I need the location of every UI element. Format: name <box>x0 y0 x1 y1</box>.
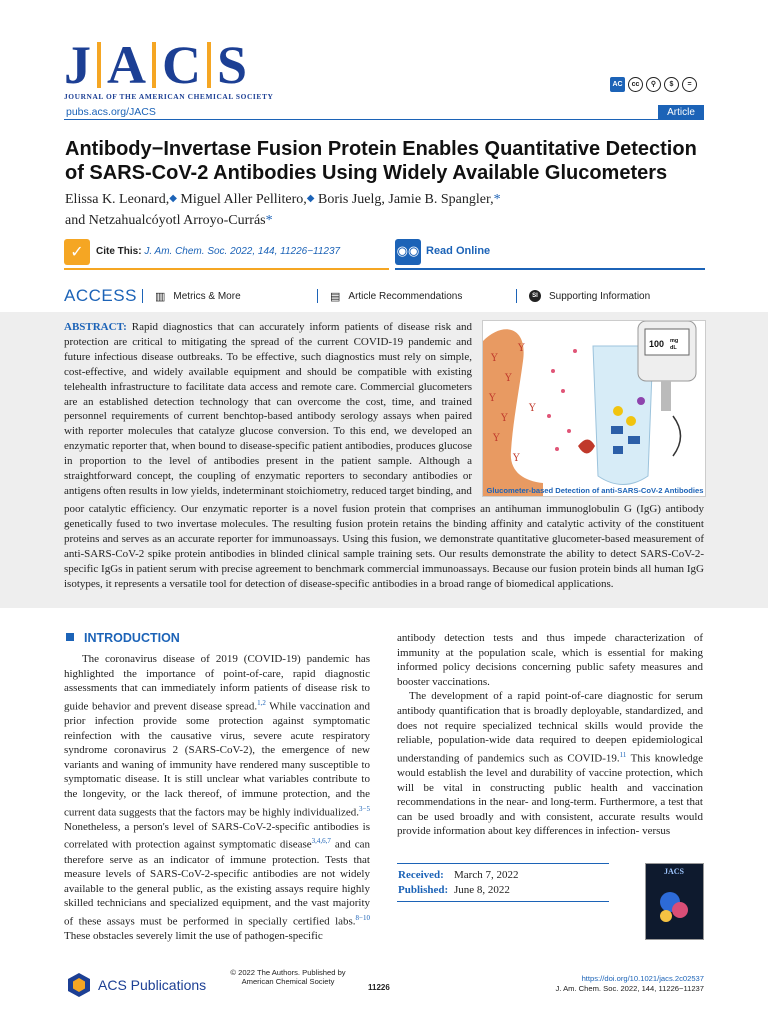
doi-link[interactable]: https://doi.org/10.1021/jacs.2c02537 <box>581 974 704 983</box>
glasses-icon: ◉◉ <box>395 239 421 265</box>
si-icon: SI <box>529 290 541 302</box>
text-run: While vaccination and prior infection provide some protection against symptomatic reinfection with the causative virus, severe acute respiratory syndrome coronavirus 2 (SARS-CoV-2), the emergence of new variants and waning of immunity have rendered many susceptible to symptomatic disease. It is still unclear what variables contribute to the longevity, or the lack thereof, of immune protection, and the current data suggests that the factors may be highly individualized. <box>64 700 370 819</box>
text-run: This knowledge would establish the level and durability of vaccine protection, which will be vital in constructing public health and vaccination recommendations in the near- and long-term. Furthermore, a test that can be used broadly and with consistent, accurate results would provide information about key differences in infection- versus <box>397 752 703 838</box>
received-date: March 7, 2022 <box>454 869 519 881</box>
supporting-info-label: Supporting Information <box>549 290 651 302</box>
logo-divider <box>97 42 101 88</box>
cc-icon[interactable]: cc <box>628 77 643 92</box>
text-run: The development of a rapid point-of-care diagnostic for serum antibody quantification that is broadly deployable, standardized, and does not require specialized technical skills would provide the reliable, population-wide data required to deepen epidemiological understanding of pandemics such as COVID-19. <box>397 690 703 765</box>
author-list <box>65 188 705 231</box>
recommendations-label: Article Recommendations <box>348 290 463 302</box>
corresponding-author-mark: * <box>265 213 273 228</box>
abstract-body-top: Rapid diagnostics that can accurately inform patients of disease risk and protection are critical to mitigating the spread of the current COVID-19 pandemic and future infectious disease outbreaks. To be effective, such diagnostics must rely on simple, cost-effective, and widely available equipment and should be compatible with existing telehealth infrastructure to facilitate data access and remote care. Commercial glucometers are an established detection technology that can overcome the cost, time, and trained personnel requirements of current benchtop-based antibody serology assays when paired with reporter molecules that catalyze glucose conversion. To this end, we developed an enzymatic reporter that, when bound to disease-specific patient antibodies, produces glucose in proportion to the level of antibodies present in the patient sample. Although a straightforward concept, the coupling of enzymatic reporters to secondary antibodies or antigens often results in low yields, indeterminant stoichiometry, reduced target binding, and <box>64 321 473 497</box>
square-bullet-icon <box>66 633 74 641</box>
ac-icon[interactable]: AC <box>610 77 625 92</box>
access-label: ACCESS <box>64 286 137 305</box>
citation-ref[interactable]: 8−10 <box>355 914 370 923</box>
cite-this[interactable] <box>96 246 340 257</box>
logo-divider <box>152 42 156 88</box>
equal-contribution-mark: ◆ <box>169 193 177 204</box>
corresponding-author-mark: * <box>493 192 501 207</box>
logo-letter-j: J <box>64 35 91 95</box>
citation-ref[interactable]: 1,2 <box>257 698 266 707</box>
author-name[interactable]: Miguel Aller Pellitero, <box>180 192 307 207</box>
section-heading <box>66 631 180 645</box>
divider <box>142 289 143 303</box>
read-online-link[interactable]: Read Online <box>426 245 491 257</box>
logo-letter-s: S <box>217 35 248 95</box>
intro-paragraph: antibody detection tests and thus impede characterization of immunity at the population scale, which is essential for making informed policy decisions concerning public safety measures and booster vaccinations. <box>397 632 703 688</box>
toc-graphic[interactable] <box>482 320 706 497</box>
text-run: These obstacles severely limit the use of pathogen-specific <box>64 930 323 943</box>
nc-icon[interactable]: $ <box>664 77 679 92</box>
acs-publications-logo[interactable] <box>66 972 206 998</box>
cover-art <box>646 864 703 939</box>
text-run: and can therefore serve as an indicator of immune protection. Tests that measure levels of SARS-CoV-2-specific antibodies are not widely available to the general public, as the existing assays require highly skilled technicians and specialized equipment, and the vast majority of these assays must be performed in specially certified labs. <box>64 839 370 928</box>
article-type-tab: Article <box>658 105 704 120</box>
dates-rule <box>397 863 609 864</box>
intro-left-column <box>64 652 370 944</box>
license-badges <box>610 77 697 92</box>
publisher-name: ACS Publications <box>98 977 207 993</box>
journal-url[interactable]: pubs.acs.org/JACS <box>66 106 156 118</box>
intro-right-column <box>397 631 703 839</box>
text-run: The coronavirus disease of 2019 (COVID-19) pandemic has highlighted the importance of point-of-care, rapid diagnostic assessments that can immediately inform patients of disease risk to guide behavior and prevent disease spread. <box>64 653 371 713</box>
divider <box>516 289 517 303</box>
svg-text:Y: Y <box>491 353 498 364</box>
author-name[interactable]: Boris Juelg, Jamie B. Spangler, <box>317 192 494 207</box>
metrics-link[interactable] <box>155 290 305 303</box>
intro-paragraph: ​ The coronavirus disease of 2019 (COVID-19) pandemic has highlighted the importance of point-of-care, rapid diagnostic assessments that can immediately inform patients of disease risk to guide behavior and prevent disease spread.$^{1,2}$ While vaccination and prior infection provide some protection against symptomatic reinfection with the causative virus, severe acute respiratory syndrome coronavirus 2 (SARS-CoV-2), the emergence of new variants and waning of immunity have rendered many susceptible to symptomatic disease. It is still unclear what variables contribute to the longevity, or the lack thereof, of immune protection, and the current data suggests that the factors may be highly individualized.$^{3-5}$ Nonetheless, a person's level of SARS-CoV-2-specific antibodies is correlated with protection against symptomatic disease$^{3,4,6,7}$ and can therefore serve as an indicator of immune protection. Tests that measure levels of SARS-CoV-2-specific antibodies are not widely available to the general public, as the existing assays require highly skilled technicians and specialized equipment, and the vast majority of these assays must be performed in specially certified labs.$^{8-10}$ These obstacles severely limit the use of pathogen-specific <box>64 653 371 943</box>
meter-unit-bottom: dL <box>670 345 677 351</box>
journal-cover-thumbnail[interactable] <box>645 863 704 940</box>
citation-ref[interactable]: 3−5 <box>359 804 370 813</box>
intro-paragraph <box>397 689 703 839</box>
svg-text:Y: Y <box>493 433 500 444</box>
logo-letter-a: A <box>107 35 146 95</box>
cover-title: JACS <box>663 867 685 876</box>
abstract-label: ABSTRACT: <box>64 321 127 333</box>
metrics-label: Metrics & More <box>173 290 241 302</box>
svg-text:Y: Y <box>501 413 508 424</box>
journal-logo[interactable] <box>64 35 314 112</box>
author-name[interactable]: Elissa K. Leonard, <box>65 192 170 207</box>
citation-ref[interactable]: 3,4,6,7 <box>311 837 331 846</box>
meter-reading: 100 <box>649 339 665 349</box>
test-strip <box>661 381 671 411</box>
received-label: Received: <box>398 869 444 881</box>
svg-text:Y: Y <box>505 373 512 384</box>
equal-contribution-mark: ◆ <box>306 193 315 204</box>
logo-divider <box>207 42 211 88</box>
logo-letter-c: C <box>162 35 201 95</box>
abstract-text <box>64 320 472 499</box>
access-bar <box>64 283 704 309</box>
supporting-info-link[interactable] <box>529 290 650 302</box>
dates-rule <box>397 901 609 902</box>
divider <box>317 289 318 303</box>
cite-label: Cite This: <box>96 246 142 257</box>
document-icon: ▤ <box>330 290 341 303</box>
svg-text:Y: Y <box>529 403 536 414</box>
footer-citation: J. Am. Chem. Soc. 2022, 144, 11226−11237 <box>555 983 704 993</box>
published-date: June 8, 2022 <box>454 884 510 896</box>
bar-chart-icon: ▥ <box>155 290 166 303</box>
author-name[interactable]: and Netzahualcóyotl Arroyo-Currás <box>65 213 266 228</box>
doi-block <box>540 974 704 993</box>
acs-hexagon-icon <box>66 972 92 998</box>
by-icon[interactable]: ⚲ <box>646 77 661 92</box>
toc-illustration <box>483 321 705 496</box>
page-number: 11226 <box>368 983 390 992</box>
header-rule <box>64 119 704 120</box>
abstract-body-bottom: poor catalytic efficiency. Our enzymatic reporter is a novel fusion protein that comprises an antihuman immunoglobulin G (IgG) antibody genetically fused to two invertase molecules. The resulting fusion protein retains the binding affinity and catalytic activity of the constituent proteins and serves as an accurate reporter for immunoassays. Using this fusion, we demonstrate quantitative glucometer-based measurement of anti-SARS-CoV-2 spike protein antibodies in blinded clinical sample training sets. Our results demonstrate the ability to detect SARS-CoV-2-specific IgGs in patient serum with precise agreement to benchmark commercial immunoassays. Because our fusion protein binds all human IgG isotypes, it represents a versatile tool for detection of disease-specific antibodies in a broad range of biomedical applications. <box>64 503 704 590</box>
article-title: Antibody−Invertase Fusion Protein Enables Quantitative Detection of SARS-CoV-2 Antibodies Using Widely Available Glucometers <box>65 138 697 184</box>
nd-icon[interactable]: = <box>682 77 697 92</box>
svg-text:Y: Y <box>518 343 525 354</box>
intro-heading-text: INTRODUCTION <box>84 631 180 645</box>
cite-reference: J. Am. Chem. Soc. 2022, 144, 11226−11237 <box>144 246 341 257</box>
publication-dates <box>398 868 518 898</box>
copyright-line: American Chemical Society <box>241 977 335 987</box>
copyright-line: © 2022 The Authors. Published by <box>230 968 346 977</box>
copyright-notice <box>218 968 358 987</box>
svg-text:Y: Y <box>513 453 520 464</box>
text-run: Nonetheless, a person's level of SARS-CoV-2-specific antibodies is correlated with protection against symptomatic disease <box>64 820 370 852</box>
published-label: Published: <box>398 884 449 896</box>
citation-ref[interactable]: 11 <box>619 750 627 759</box>
recommendations-link[interactable] <box>330 290 504 303</box>
toc-caption: Glucometer-based Detection of anti-SARS-CoV-2 Antibodies <box>486 486 704 495</box>
logo-subtitle: JOURNAL OF THE AMERICAN CHEMICAL SOCIETY <box>64 92 274 101</box>
svg-text:Y: Y <box>489 393 496 404</box>
checkmark-icon: ✓ <box>64 239 90 265</box>
meter-unit-top: mg <box>670 338 679 344</box>
